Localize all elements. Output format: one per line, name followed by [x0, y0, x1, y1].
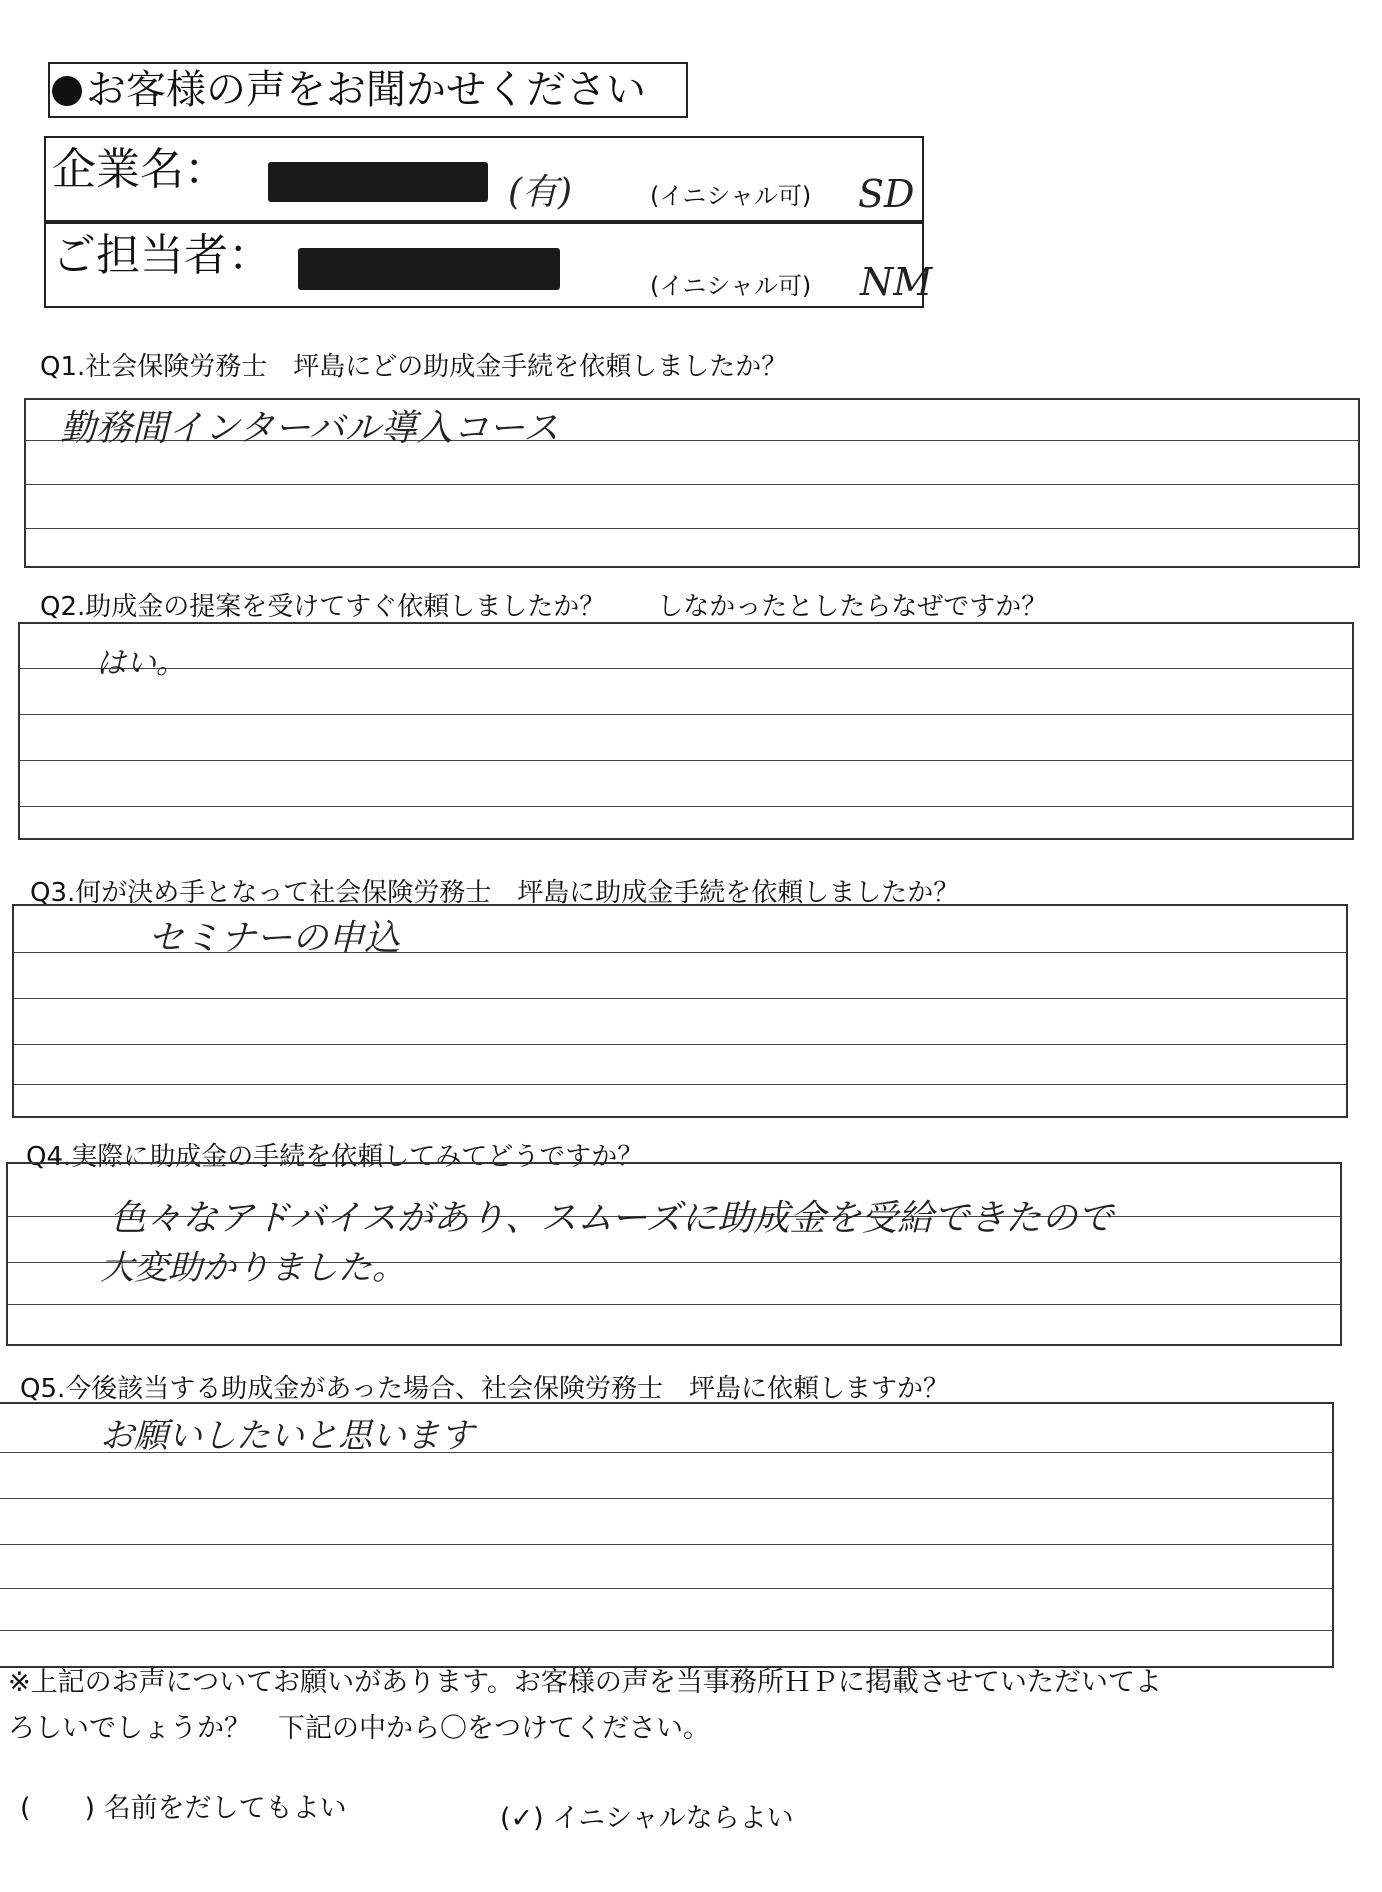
bullet-icon [52, 76, 82, 106]
answer-rule [26, 528, 1358, 529]
option-initial-ok[interactable] [500, 1796, 794, 1835]
question-4-answer-line-2: 大変助かりました。 [100, 1248, 406, 1288]
question-2-answer-area[interactable] [18, 622, 1354, 840]
option-name-ok[interactable] [20, 1786, 347, 1825]
redacted-company-name [268, 162, 488, 202]
company-label: 企業名： [52, 144, 228, 195]
answer-rule [0, 1630, 1332, 1631]
question-2-answer-line-1: はい。 [96, 646, 186, 681]
consent-note-line-2: ろしいでしょうか？ 下記の中から〇をつけてください。 [8, 1713, 710, 1744]
answer-rule [14, 1044, 1346, 1045]
question-3-answer-line-1: セミナーの申込 [148, 918, 401, 959]
answer-rule [20, 806, 1352, 807]
answer-rule [20, 714, 1352, 715]
answer-rule [26, 484, 1358, 485]
answer-rule [0, 1588, 1332, 1589]
answer-rule [14, 998, 1346, 999]
company-initials: SD [858, 172, 915, 216]
question-1-answer-line-1: 勤務間インターバル導入コース [60, 408, 559, 449]
form-title [48, 62, 688, 118]
answer-rule [0, 1498, 1332, 1499]
question-2-label: Q2.助成金の提案を受けてすぐ依頼しましたか？ しなかったとしたらなぜですか？ [40, 592, 1048, 622]
consent-note-line-1: ※上記のお声についてお願いがあります。お客様の声を当事務所ＨＰに掲載させていただいてよ [8, 1667, 1162, 1698]
question-5-label: Q5.今後該当する助成金があった場合、社会保険労務士 坪島に依頼しますか？ [20, 1374, 950, 1404]
question-4-label: Q4.実際に助成金の手続を依頼してみてどうですか？ [26, 1142, 644, 1172]
form-title-text: お客様の声をお聞かせください [86, 67, 646, 113]
question-5-answer-line-1: お願いしたいと思います [100, 1416, 474, 1456]
question-3-label: Q3.何が決め手となって社会保険労務士 坪島に助成金手続を依頼しましたか？ [30, 878, 960, 908]
contact-label: ご担当者： [52, 230, 272, 281]
contact-initial-note: (イニシャル可) [650, 272, 812, 300]
option-initial-label: イニシャルならよい [552, 1803, 794, 1834]
contact-initials: NM [860, 260, 933, 304]
contact-field[interactable] [44, 222, 933, 308]
company-suffix: (有) [508, 172, 573, 213]
company-field[interactable] [44, 136, 924, 222]
company-initial-note: (イニシャル可) [650, 182, 812, 210]
question-1-label: Q1.社会保険労務士 坪島にどの助成金手続を依頼しましたか？ [40, 352, 788, 382]
option-name-label: 名前をだしてもよい [103, 1793, 347, 1824]
option-name-checkbox[interactable]: ( ) [20, 1793, 96, 1824]
answer-rule [0, 1544, 1332, 1545]
answer-rule [8, 1304, 1340, 1305]
redacted-contact-name [298, 248, 560, 290]
question-4-answer-line-1: 色々なアドバイスがあり、スムーズに助成金を受給できたので [110, 1198, 1114, 1239]
answer-rule [20, 668, 1352, 669]
answer-rule [14, 1084, 1346, 1085]
answer-rule [20, 760, 1352, 761]
option-initial-checkbox[interactable]: (✓) [500, 1803, 544, 1834]
